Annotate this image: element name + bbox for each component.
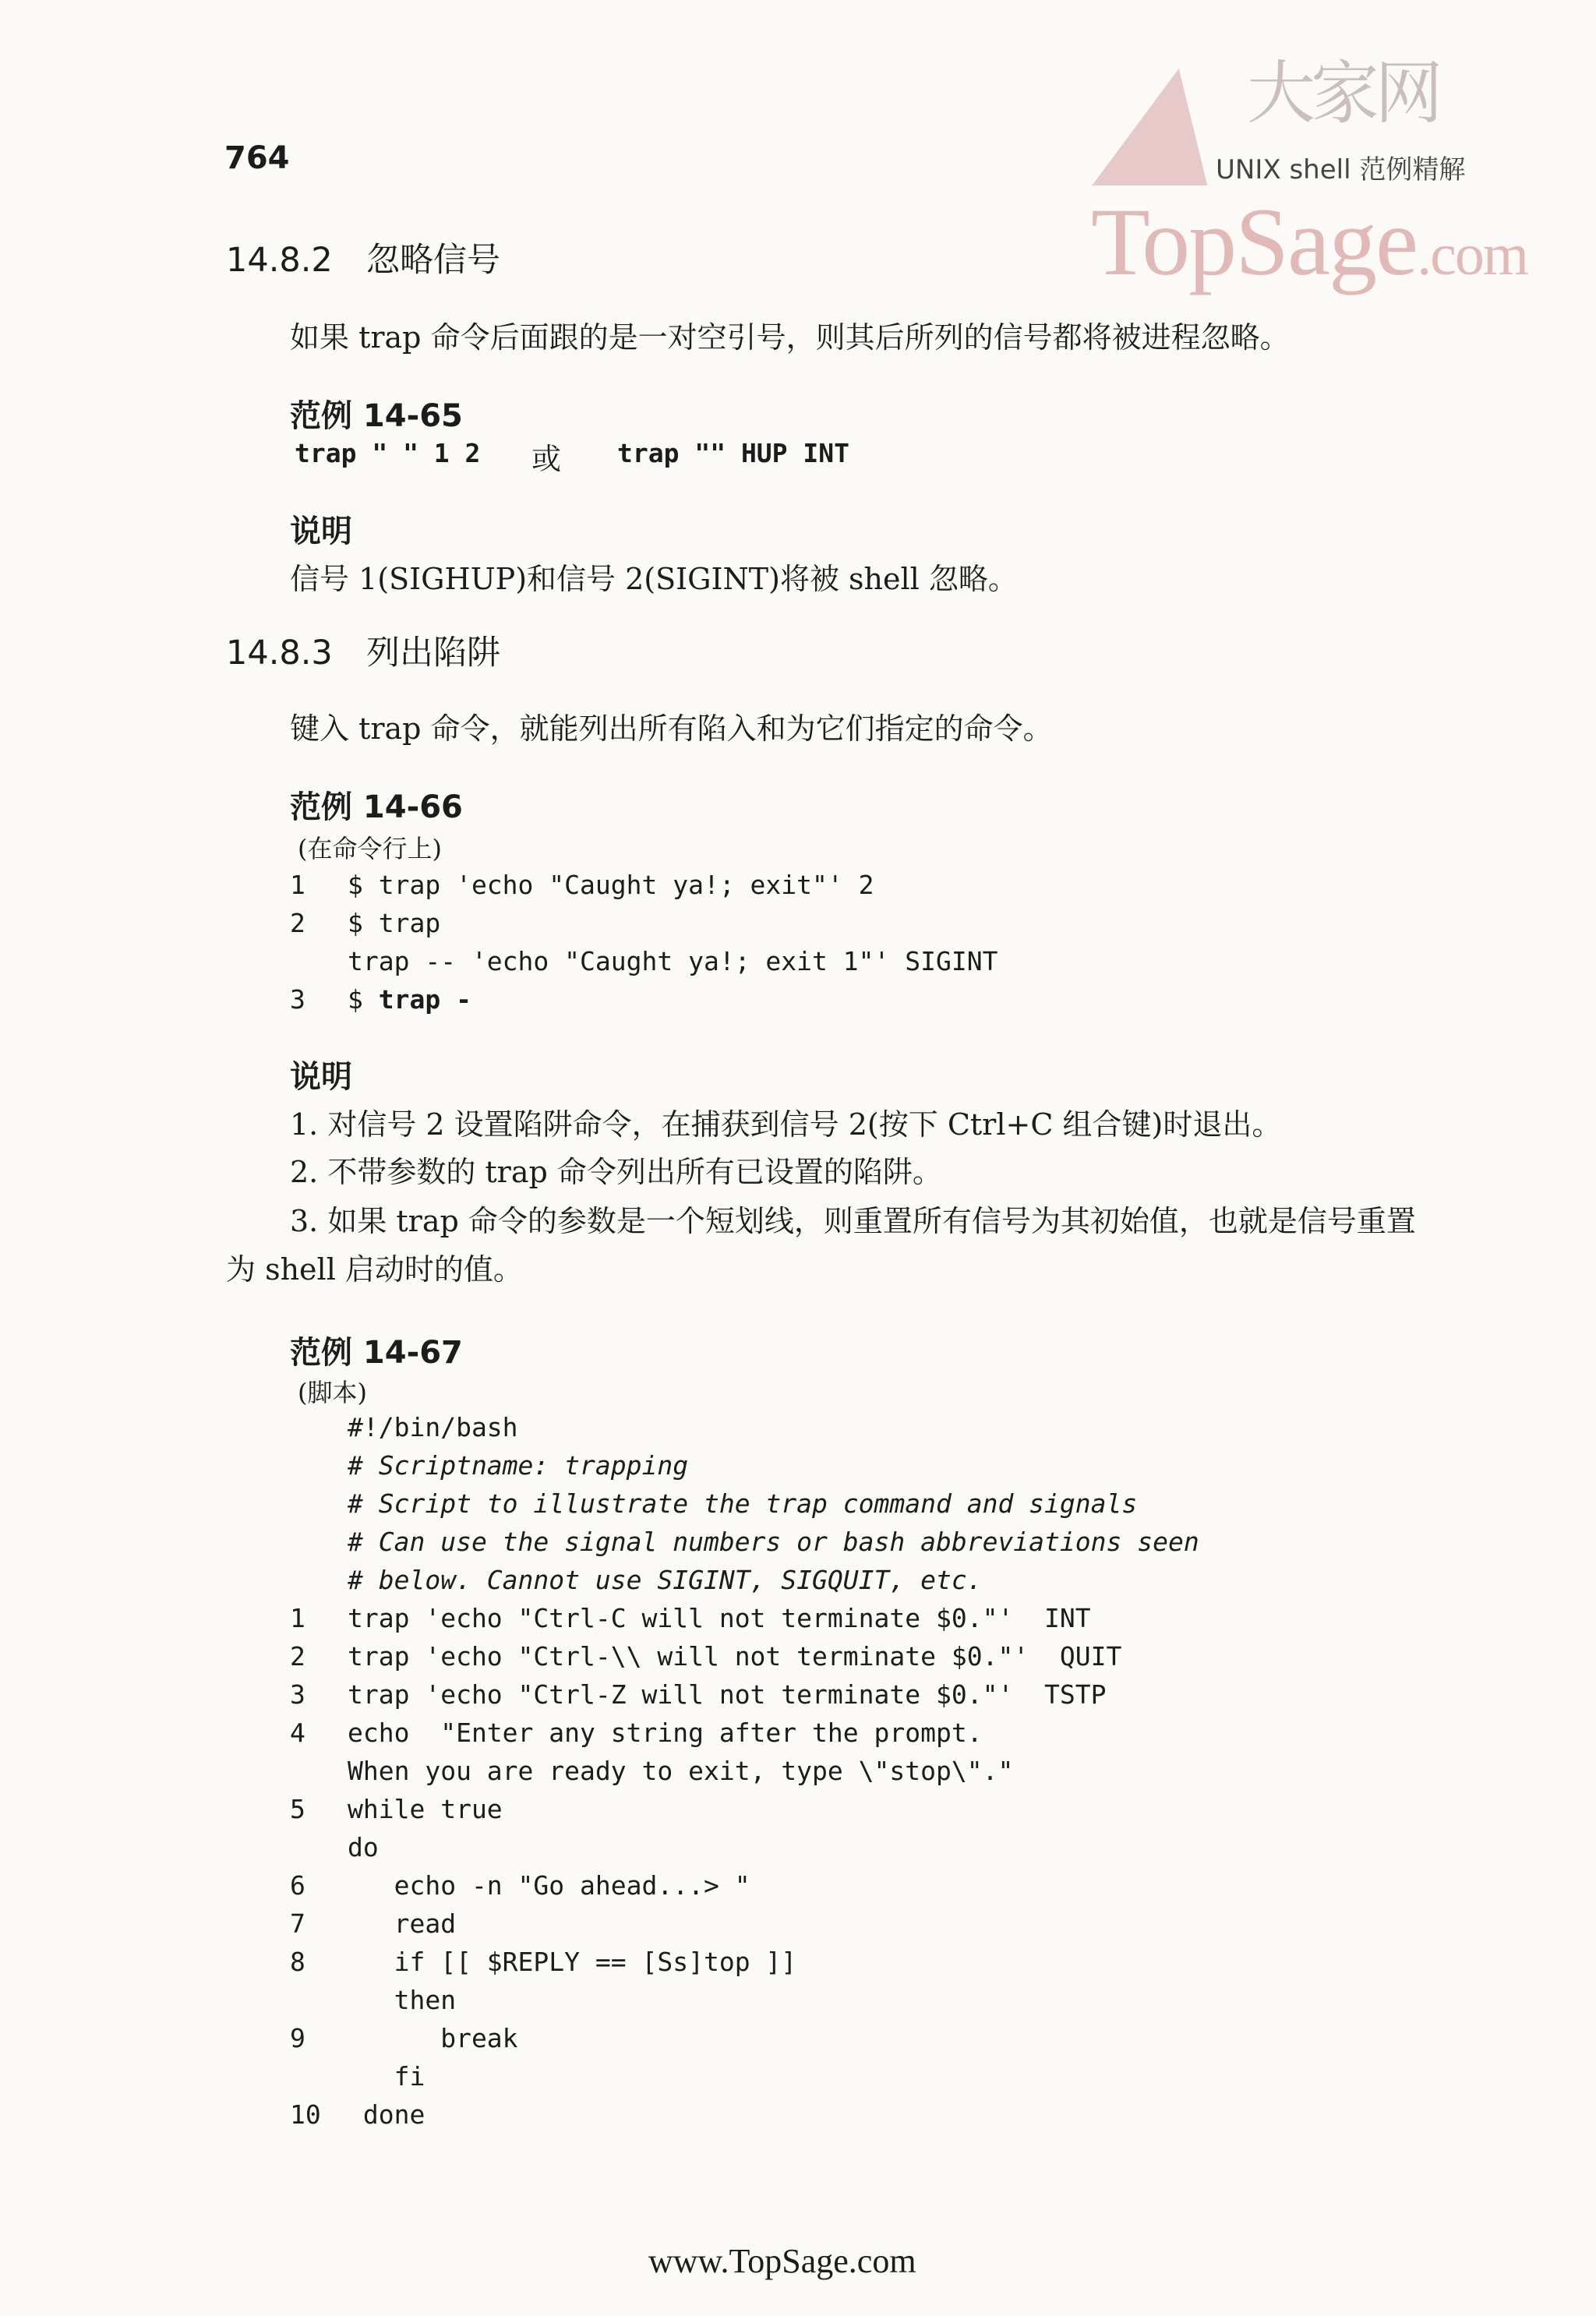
example-subtitle: (在命令行上) [298, 834, 442, 863]
line-number: 1 [290, 1603, 305, 1633]
line-number: 3 [290, 1679, 305, 1710]
line-number: 4 [290, 1718, 305, 1748]
paragraph: 键入 trap 命令，就能列出所有陷入和为它们指定的命令。 [290, 711, 1053, 746]
note-item-continued: 为 shell 启动时的值。 [226, 1252, 523, 1287]
section-title: 忽略信号 [366, 241, 500, 280]
line-number: 8 [290, 1947, 305, 1977]
code-line: trap " " 1 2 [295, 438, 481, 468]
line-number: 3 [290, 984, 305, 1015]
line-number: 1 [290, 870, 305, 900]
section-heading-14-8-3 [226, 627, 500, 674]
code-line: echo -n "Go ahead...> " [348, 1870, 750, 1901]
code-line: while true [348, 1794, 503, 1824]
code-line: then [348, 1985, 457, 2015]
line-number: 6 [290, 1870, 305, 1901]
paragraph: 如果 trap 命令后面跟的是一对空引号，则其后所列的信号都将被进程忽略。 [290, 320, 1290, 355]
code-line: #!/bin/bash [348, 1412, 518, 1442]
explain-text: 信号 1(SIGHUP)和信号 2(SIGINT)将被 shell 忽略。 [290, 562, 1018, 596]
code-line: break [348, 2023, 518, 2053]
code-line: $ trap [348, 908, 441, 938]
watermark-cn: 大家网 [1247, 53, 1439, 133]
code-line: trap "" HUP INT [617, 438, 850, 468]
code-line: trap 'echo "Ctrl-\\ will not terminate $0."' QUIT [348, 1641, 1122, 1672]
code-comment: # Script to illustrate the trap command and signals [348, 1488, 1138, 1519]
page-number: 764 [224, 140, 290, 176]
line-number: 7 [290, 1908, 305, 1939]
code-line: trap -- 'echo "Caught ya!; exit 1"' SIGINT [348, 946, 998, 976]
section-number: 14.8.3 [226, 634, 333, 673]
code-comment: # Can use the signal numbers or bash abbreviations seen [348, 1527, 1199, 1557]
line-number: 9 [290, 2023, 305, 2053]
footer-url: www.TopSage.com [648, 2242, 916, 2280]
line-number: 2 [290, 1641, 305, 1672]
code-line: if [[ $REPLY == [Ss]top ]] [348, 1947, 797, 1977]
or-text: 或 [531, 442, 562, 476]
note-item: 1. 对信号 2 设置陷阱命令，在捕获到信号 2(按下 Ctrl+C 组合键)时退出。 [290, 1107, 1282, 1142]
line-number: 2 [290, 908, 305, 938]
explain-label: 说明 [290, 514, 352, 549]
line-number: 10 [290, 2099, 321, 2130]
code-line: $ trap - [348, 984, 471, 1015]
watermark-logo-mark [1092, 69, 1236, 185]
code-line: fi [348, 2061, 425, 2092]
note-item: 3. 如果 trap 命令的参数是一个短划线，则重置所有信号为其初始值，也就是信号重置 [290, 1204, 1416, 1238]
code-line: read [348, 1908, 457, 1939]
section-heading-14-8-2 [226, 234, 500, 281]
code-line: echo "Enter any string after the prompt. [348, 1718, 983, 1748]
code-comment: # Scriptname: trapping [348, 1450, 689, 1481]
code-comment: # below. Cannot use SIGINT, SIGQUIT, etc. [348, 1565, 983, 1595]
code-line: done [348, 2099, 425, 2130]
code-line: $ trap 'echo "Caught ya!; exit"' 2 [348, 870, 874, 900]
note-item: 2. 不带参数的 trap 命令列出所有已设置的陷阱。 [290, 1155, 942, 1189]
explain-label: 说明 [290, 1059, 352, 1095]
section-title: 列出陷阱 [366, 634, 500, 673]
example-label: 范例 14-67 [290, 1335, 463, 1371]
code-line: trap 'echo "Ctrl-Z will not terminate $0."' TSTP [348, 1679, 1107, 1710]
example-subtitle: (脚本) [298, 1378, 367, 1407]
code-line: When you are ready to exit, type \"stop\"." [348, 1756, 1014, 1786]
line-number: 5 [290, 1794, 305, 1824]
section-number: 14.8.2 [226, 241, 333, 280]
code-line: trap 'echo "Ctrl-C will not terminate $0."' INT [348, 1603, 1091, 1633]
running-title: UNIX shell 范例精解 [1216, 154, 1466, 185]
example-label: 范例 14-66 [290, 789, 463, 825]
example-label: 范例 14-65 [290, 398, 463, 434]
code-line: do [348, 1832, 379, 1862]
watermark-topsage: TopSage.com [1091, 189, 1527, 295]
